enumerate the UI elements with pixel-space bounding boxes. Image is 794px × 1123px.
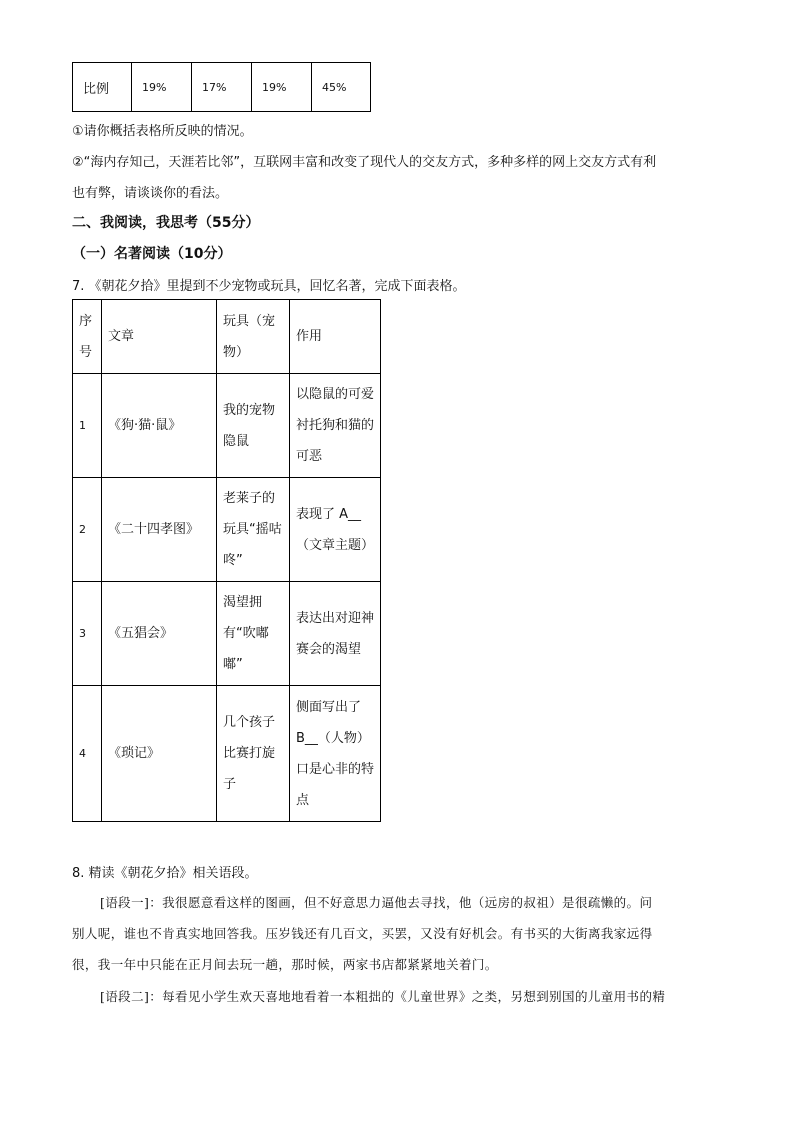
row-effect: 表达出对迎神赛会的渴望 xyxy=(290,582,381,686)
header-effect: 作用 xyxy=(290,300,381,374)
header-no: 序号 xyxy=(73,300,102,374)
row-effect: 表现了 A__（文章主题） xyxy=(290,478,381,582)
header-article: 文章 xyxy=(102,300,217,374)
para1-line2: 别人呢，谁也不肯真实地回答我。压岁钱还有几百文，买罢，又没有好机会。有书买的大街离我家远得 xyxy=(72,926,653,941)
table-row xyxy=(73,686,381,822)
para2-line1: [语段二]：每看见小学生欢天喜地地看着一本粗拙的《儿童世界》之类，另想到别国的儿童用书的精 xyxy=(100,989,666,1004)
row-no: 4 xyxy=(73,686,102,822)
q7-prompt: 7. 《朝花夕拾》里提到不少宠物或玩具，回忆名著，完成下面表格。 xyxy=(72,279,466,294)
table-cell: 19% xyxy=(132,63,192,112)
row-article: 《二十四孝图》 xyxy=(102,478,217,582)
table-cell: 45% xyxy=(312,63,371,112)
ratio-table xyxy=(72,62,371,112)
table-row xyxy=(73,582,381,686)
row-toy: 渴望拥有“吹嘟嘟” xyxy=(217,582,290,686)
table-row xyxy=(73,478,381,582)
row-no: 3 xyxy=(73,582,102,686)
table-row xyxy=(73,63,371,112)
row-article: 《琐记》 xyxy=(102,686,217,822)
row-effect: 以隐鼠的可爱衬托狗和猫的可恶 xyxy=(290,374,381,478)
row-no: 1 xyxy=(73,374,102,478)
row-effect: 侧面写出了 B__（人物）口是心非的特点 xyxy=(290,686,381,822)
table-cell: 17% xyxy=(192,63,252,112)
q6-sub1: ①请你概括表格所反映的情况。 xyxy=(72,124,253,139)
table-cell: 19% xyxy=(252,63,312,112)
para1-line1: [语段一]：我很愿意看这样的图画，但不好意思力逼他去寻找，他（远房的叔祖）是很疏懒的。问 xyxy=(100,895,653,910)
table-header-row xyxy=(73,300,381,374)
row-toy: 几个孩子比赛打旋子 xyxy=(217,686,290,822)
table-cell: 比例 xyxy=(73,63,132,112)
row-article: 《五猖会》 xyxy=(102,582,217,686)
row-no: 2 xyxy=(73,478,102,582)
q8-prompt: 8. 精读《朝花夕拾》相关语段。 xyxy=(72,866,258,881)
section-heading: 二、我阅读，我思考（55分） xyxy=(72,215,260,231)
works-table xyxy=(72,299,381,822)
q6-sub2-line1: ②“海内存知己，天涯若比邻”，互联网丰富和改变了现代人的交友方式，多种多样的网上交友方式有利 xyxy=(72,155,657,170)
table-row xyxy=(73,374,381,478)
q6-sub2-line2: 也有弊，请谈谈你的看法。 xyxy=(72,186,229,201)
row-toy: 老莱子的玩具“摇咕咚” xyxy=(217,478,290,582)
row-toy: 我的宠物隐鼠 xyxy=(217,374,290,478)
para1-line3: 很，我一年中只能在正月间去玩一趟，那时候，两家书店都紧紧地关着门。 xyxy=(72,957,498,972)
subsection-heading: （一）名著阅读（10分） xyxy=(72,246,232,262)
row-article: 《狗·猫·鼠》 xyxy=(102,374,217,478)
header-toy: 玩具（宠物） xyxy=(217,300,290,374)
